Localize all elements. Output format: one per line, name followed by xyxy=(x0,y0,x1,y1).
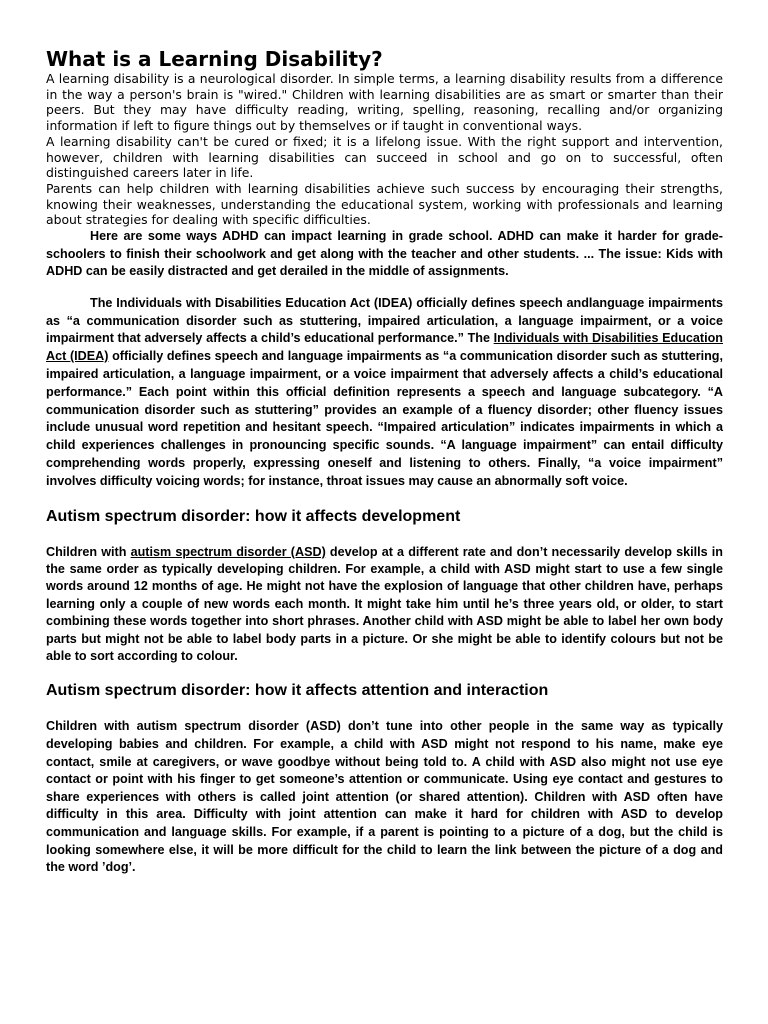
development-paragraph xyxy=(46,544,723,666)
asd-link[interactable]: autism spectrum disorder (ASD) xyxy=(130,544,326,559)
page-title: What is a Learning Disability? xyxy=(46,47,383,71)
intro-paragraph-3: Parents can help children with learning disabilities achieve such success by encouraging their strengths, knowing their weaknesses, understanding the educational system, working with professionals and learning about strategies for dealing with specific difficulties. xyxy=(46,180,723,228)
idea-text-part2: officially defines speech and language impairments as “a communication disorder such as stuttering, impaired articulation, a language impairment, or a voice impairment that adversely affects a child’s educational performance.” Each point within this official definition represents a speech and language subcategory. “A communication disorder such as stuttering” provides an example of a fluency disorder; other fluency issues include unusual word repetition and hesitant speech. “Impaired articulation” indicates impairments in which a child experiences challenges in pronouncing specific sounds. “A language impairment” can entail difficulty comprehending words properly, expressing oneself and listening to others. Finally, “a voice impairment” involves difficulty voicing words; for instance, throat issues may cause an abnormally soft voice. xyxy=(46,349,723,488)
development-text-pre: Children with xyxy=(46,544,131,559)
idea-paragraph xyxy=(46,295,723,491)
adhd-paragraph: Here are some ways ADHD can impact learning in grade school. ADHD can make it harder for grade-schoolers to finish their schoolwork and get along with the teacher and other students. ... The issue: Kids with ADHD can be easily distracted and get derailed in the middle of assignments. xyxy=(46,229,723,279)
intro-paragraph-1: A learning disability is a neurological disorder. In simple terms, a learning disability results from a difference in the way a person's brain is "wired." Children with learning disabilities are as smart or smarter than their peers. But they may have difficulty reading, writing, spelling, reasoning, recalling and/or organizing information if left to figure things out by themselves or if taught in conventional ways. xyxy=(46,71,723,134)
intro-paragraph-2: A learning disability can't be cured or fixed; it is a lifelong issue. With the right support and intervention, however, children with learning disabilities can succeed in school and go on to successful, often distinguished careers later in life. xyxy=(46,133,723,181)
idea-link[interactable]: Individuals with Disabilities Education Act (IDEA) xyxy=(46,331,723,364)
development-text-post: develop at a different rate and don’t necessarily develop skills in the same order as typically developing children. For example, a child with ASD might start to use a few single words around 12 months of age. He might not have the explosion of language that other children have, perhaps learning only a couple of new words each month. It might take him until he’s three years old, or older, to start combining these words together into short phrases. Another child with ASD might be able to label her own body parts but might not be able to label body parts in a picture. Or she might be able to identify colours but not be able to sort according to colour. xyxy=(46,544,723,664)
attention-paragraph: Children with autism spectrum disorder (ASD) don’t tune into other people in the same way as typically developing babies and children. For example, a child with ASD might not respond to his name, make eye contact, smile at caregivers, or wave goodbye without being told to. A child with ASD also might not use eye contact or point with his finger to get someone’s attention or communicate. Using eye contact and gestures to share experiences with others is called joint attention (or shared attention). Children with ASD often have difficulty in this area. Difficulty with joint attention can make it hard for children with ASD to develop communication and language skills. For example, if a parent is pointing to a picture of a dog, but the child is looking somewhere else, it will be more difficult for the child to learn the link between the picture of a dog and the word ’dog’. xyxy=(46,719,723,875)
section-heading-development: Autism spectrum disorder: how it affects development xyxy=(46,507,461,525)
section-heading-attention: Autism spectrum disorder: how it affects attention and interaction xyxy=(46,682,549,700)
idea-text-part1: The Individuals with Disabilities Education Act (IDEA) officially defines speech andlanguage impairments as “a communication disorder such as stuttering, impaired articulation, a language impairment, or a voice impairment that adversely affects a child’s educational performance.” The xyxy=(46,295,723,346)
document-page xyxy=(46,47,723,877)
